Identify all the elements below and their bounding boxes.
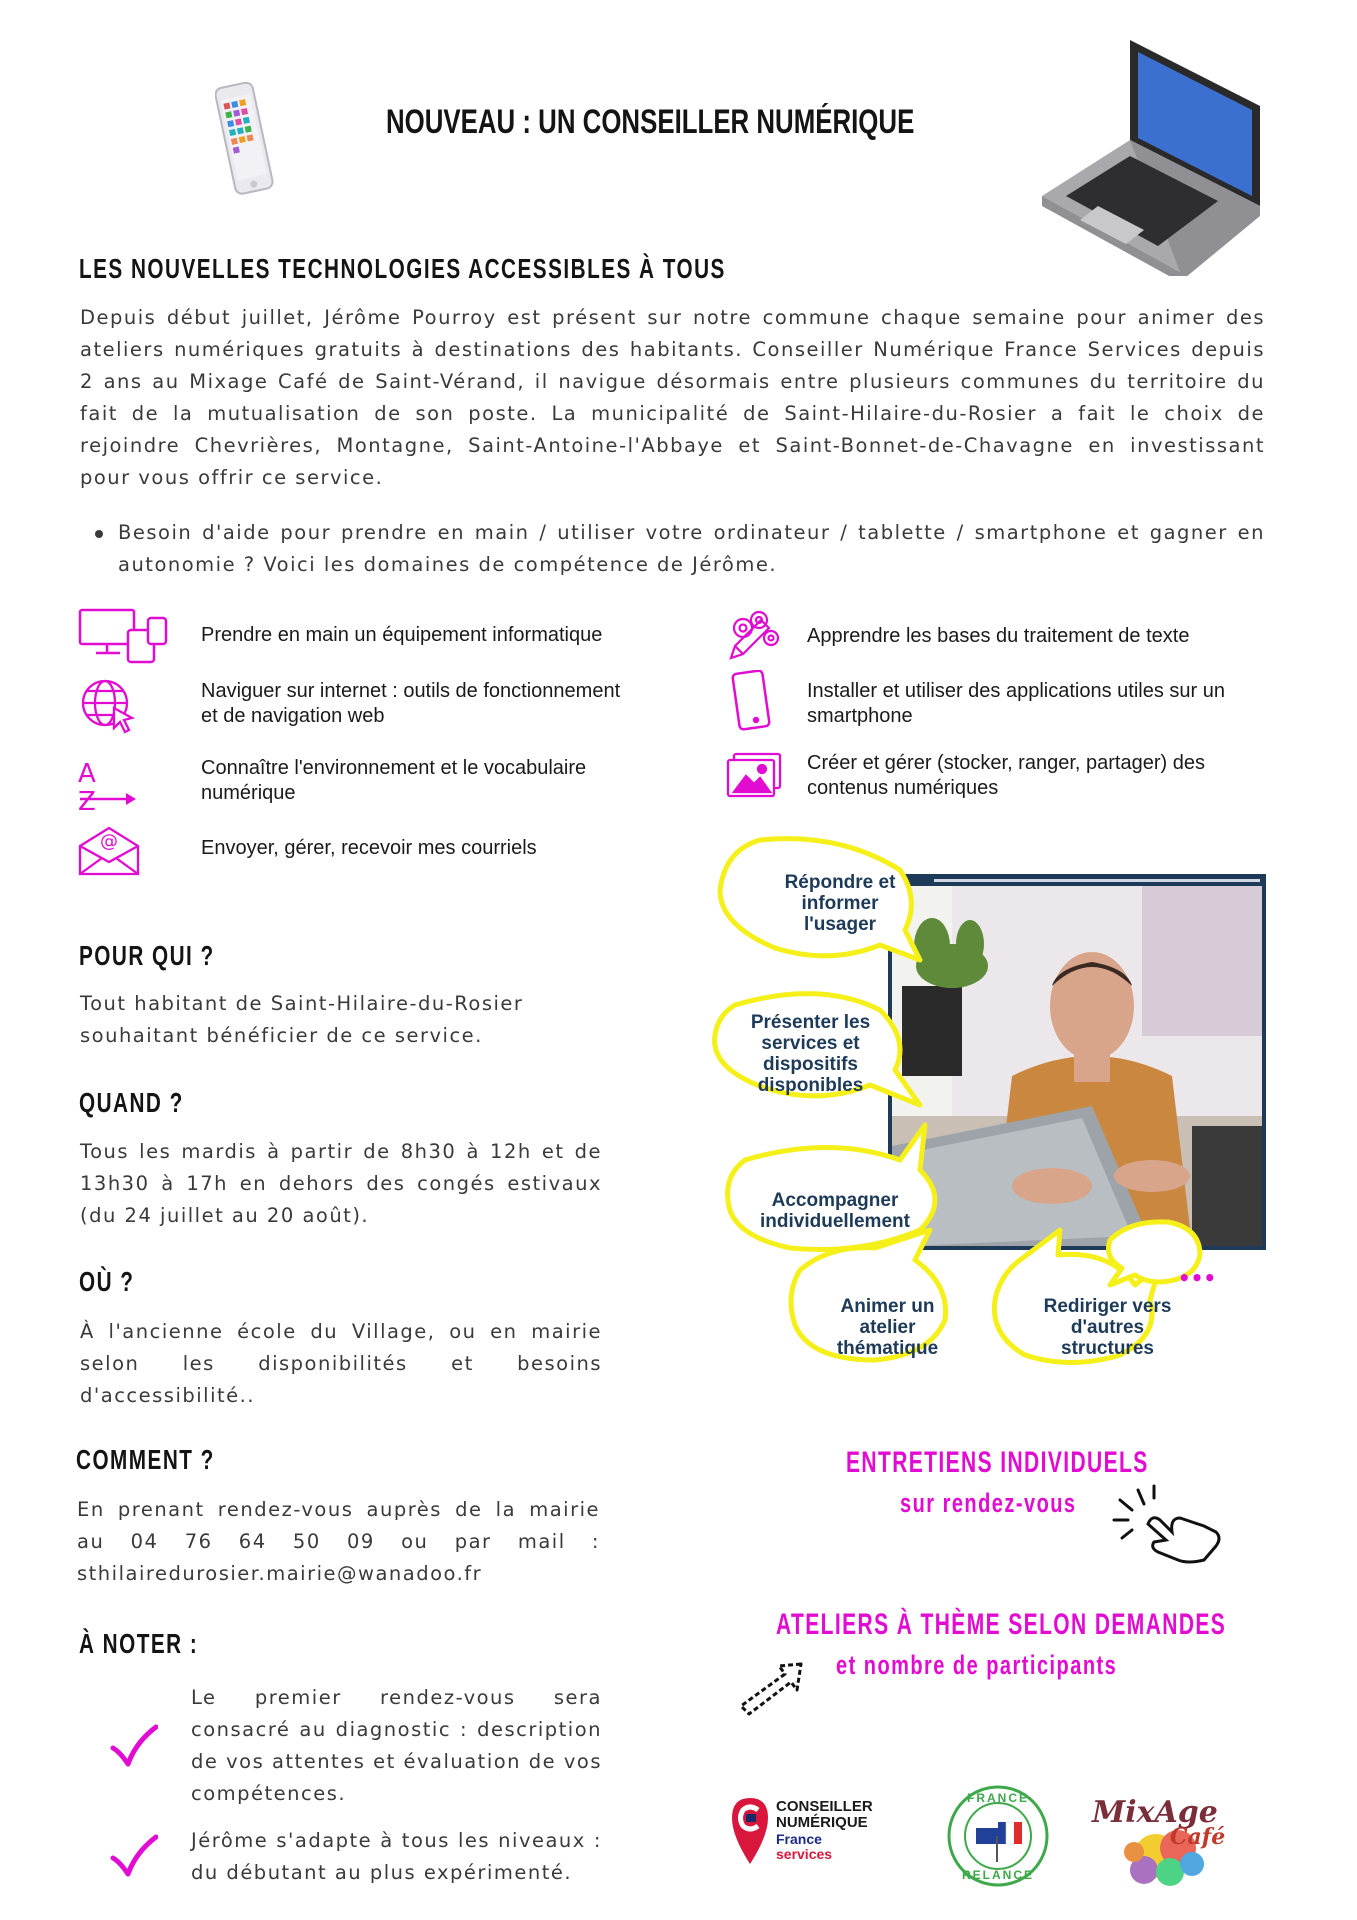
ou-text: À l'ancienne école du Village, ou en mairie selon les disponibilités et besoins d'accessibilité.. — [80, 1320, 602, 1407]
intro-bullet-dot — [95, 530, 103, 538]
intro-heading: LES NOUVELLES TECHNOLOGIES ACCESSIBLES À TOUS — [79, 253, 726, 284]
page-title: NOUVEAU : UN CONSEILLER NUMÉRIQUE — [386, 103, 915, 141]
smartphone-icon — [215, 78, 275, 198]
intro-paragraph: Depuis début juillet, Jérôme Pourroy est présent sur notre commune chaque semaine pour animer des ateliers numériques gratuits à destinations des habitants. Conseiller Numérique France Services depuis 2 ans au Mixage Café de Saint-Vérand, il navigue désormais entre plusieurs communes du territoire du fait de la mutualisation de son poste. La municipalité de Saint-Hilaire-du-Rosier a fait le choix de rejoindre Chevrières, Montagne, Saint-Antoine-l'Abbaye et Saint-Bonnet-de-Chavagne en investissant pour vous offrir ce service. — [80, 306, 1265, 489]
skill-right-3: Créer et gérer (stocker, ranger, partager) des contenus numériques — [807, 752, 1205, 799]
fr-bottom: RELANCE — [961, 1868, 1034, 1882]
cn-line3: France — [776, 1831, 822, 1847]
entretiens-line1: ENTRETIENS INDIVIDUELS — [846, 1446, 1149, 1479]
bubble-repondre: Répondre et informer l'usager — [784, 872, 896, 935]
email-at-glyph: @ — [100, 831, 118, 852]
comment-text: En prenant rendez-vous auprès de la mairie au 04 76 64 50 09 ou par mail : — [77, 1498, 600, 1553]
checkmark-icon — [110, 1834, 158, 1880]
quand-text: Tous les mardis à partir de 8h30 à 12h et de 13h30 à 17h en dehors des congés estivaux (du 24 juillet au 20 août). — [80, 1140, 602, 1227]
note-item-1: Le premier rendez-vous sera consacré au diagnostic : description de vos attentes et évaluation de vos compétences. — [191, 1686, 602, 1805]
devices-icon — [78, 608, 170, 664]
skill-right-1: Apprendre les bases du traitement de texte — [807, 625, 1190, 647]
fr-top: FRANCE — [967, 1791, 1029, 1805]
bubble-rediriger: Rediriger vers d'autres structures — [1043, 1296, 1172, 1359]
bubble-more: ••• — [1177, 1266, 1217, 1290]
az-sort-icon — [78, 759, 138, 817]
entretiens-line2: sur rendez-vous — [900, 1488, 1077, 1518]
skill-right-2: Installer et utiliser des applications utiles sur un smartphone — [807, 680, 1225, 727]
mixage-cafe-logo — [1088, 1790, 1238, 1890]
ateliers-line1: ATELIERS À THÈME SELON DEMANDES — [776, 1608, 1227, 1641]
ou-heading: OÙ ? — [79, 1266, 135, 1297]
conseiller-numerique-logo — [730, 1796, 900, 1866]
note-item-2: Jérôme s'adapte à tous les niveaux : du débutant au plus expérimenté. — [191, 1829, 602, 1884]
a-noter-heading: À NOTER : — [79, 1628, 199, 1659]
cursor-arrow-icon — [735, 1660, 805, 1718]
comment-email: sthilairedurosier.mairie@wanadoo.fr — [77, 1562, 483, 1585]
pour-qui-heading: POUR QUI ? — [79, 940, 215, 971]
cn-line4: services — [776, 1846, 833, 1862]
smartphone-outline-icon — [730, 670, 774, 732]
comment-heading: COMMENT ? — [76, 1444, 215, 1475]
skill-left-2: Naviguer sur internet : outils de fonctionnement et de navigation web — [201, 680, 621, 727]
checkmark-icon — [110, 1724, 158, 1770]
skill-left-4: Envoyer, gérer, recevoir mes courriels — [201, 837, 537, 859]
mixage-b: Café — [1170, 1824, 1226, 1850]
cn-line2: NUMÉRIQUE — [776, 1814, 868, 1831]
skill-left-3: Connaître l'environnement et le vocabulaire numérique — [201, 757, 587, 804]
email-envelope-icon — [78, 826, 140, 876]
skill-left-1: Prendre en main un équipement informatique — [201, 624, 603, 646]
bubble-accompagner: Accompagner individuellement — [760, 1190, 910, 1232]
pour-qui-text: Tout habitant de Saint-Hilaire-du-Rosier souhaitant bénéficier de ce service. — [80, 992, 524, 1047]
cn-line1: CONSEILLER — [776, 1798, 873, 1815]
quand-heading: QUAND ? — [79, 1087, 184, 1118]
france-relance-logo — [946, 1784, 1050, 1888]
ateliers-line2: et nombre de participants — [836, 1650, 1118, 1680]
laptop-icon — [1038, 36, 1268, 276]
intro-bullet-text: Besoin d'aide pour prendre en main / utiliser votre ordinateur / tablette / smartphone et gagner en autonomie ? Voici les domaines de compétence de Jérôme. — [118, 521, 1265, 576]
pencil-gears-icon — [725, 608, 781, 662]
globe-cursor-icon — [80, 678, 136, 734]
bubble-animer: Animer un atelier thématique — [836, 1296, 939, 1359]
hand-click-icon — [1108, 1484, 1223, 1564]
bubble-presenter: Présenter les services et dispositifs disponibles — [750, 1012, 871, 1096]
az-letters: A Z — [78, 759, 102, 817]
image-gallery-icon — [726, 752, 782, 798]
mixage-a: MixAge — [1092, 1795, 1218, 1830]
